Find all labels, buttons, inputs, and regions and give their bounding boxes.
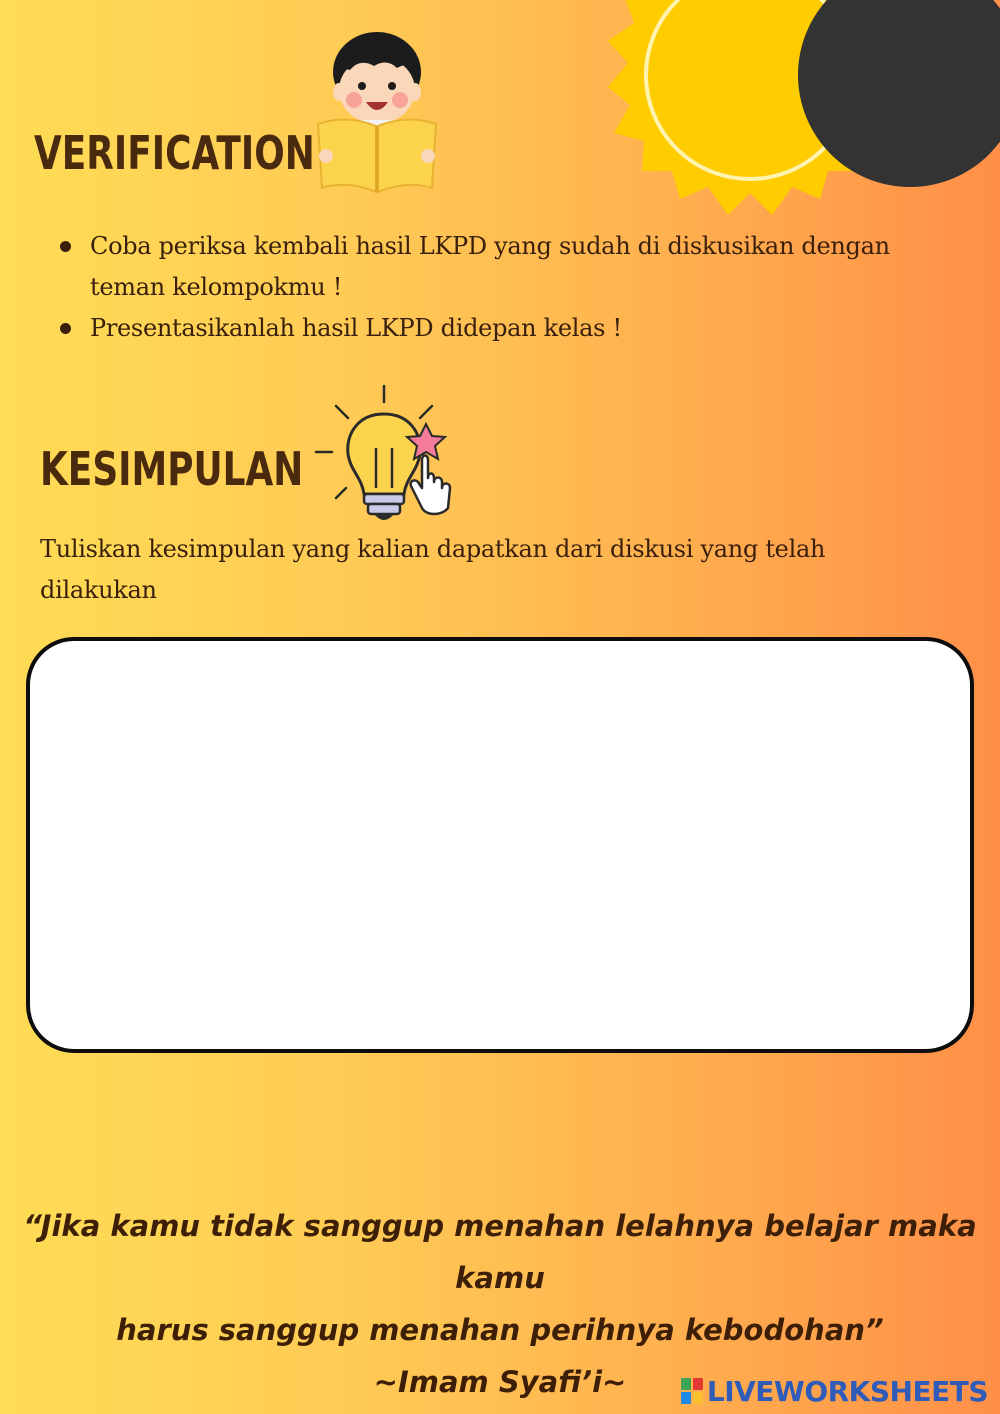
conclusion-answer-field[interactable] — [26, 637, 974, 1053]
kesimpulan-instruction: Tuliskan kesimpulan yang kalian dapatkan dari diskusi yang telah dilakukan — [40, 535, 826, 604]
bullet-icon — [60, 241, 71, 252]
list-item: Coba periksa kembali hasil LKPD yang sudah di diskusikan dengan teman kelompokmu ! — [60, 226, 940, 308]
lightbulb-star-hand-icon — [314, 384, 456, 530]
quote-line: harus sanggup menahan perihnya kebodohan” — [116, 1313, 884, 1347]
list-item: Presentasikanlah hasil LKPD didepan kelas ! — [60, 308, 940, 349]
quote-line: “Jika kamu tidak sanggup menahan lelahnya belajar maka kamu — [23, 1209, 977, 1295]
kesimpulan-heading: KESIMPULAN — [40, 442, 304, 496]
verification-heading: VERIFICATION — [34, 126, 315, 180]
eclipse-sun-icon — [600, 0, 1000, 230]
verification-list — [60, 226, 940, 349]
quote-author: ~Imam Syafi’i~ — [373, 1365, 627, 1399]
boy-reading-book-icon — [312, 22, 442, 197]
liveworksheets-logo-icon — [681, 1378, 703, 1404]
bullet-icon — [60, 323, 71, 334]
liveworksheets-logo[interactable] — [681, 1374, 988, 1408]
logo-text: LIVEWORKSHEETS — [706, 1374, 988, 1408]
